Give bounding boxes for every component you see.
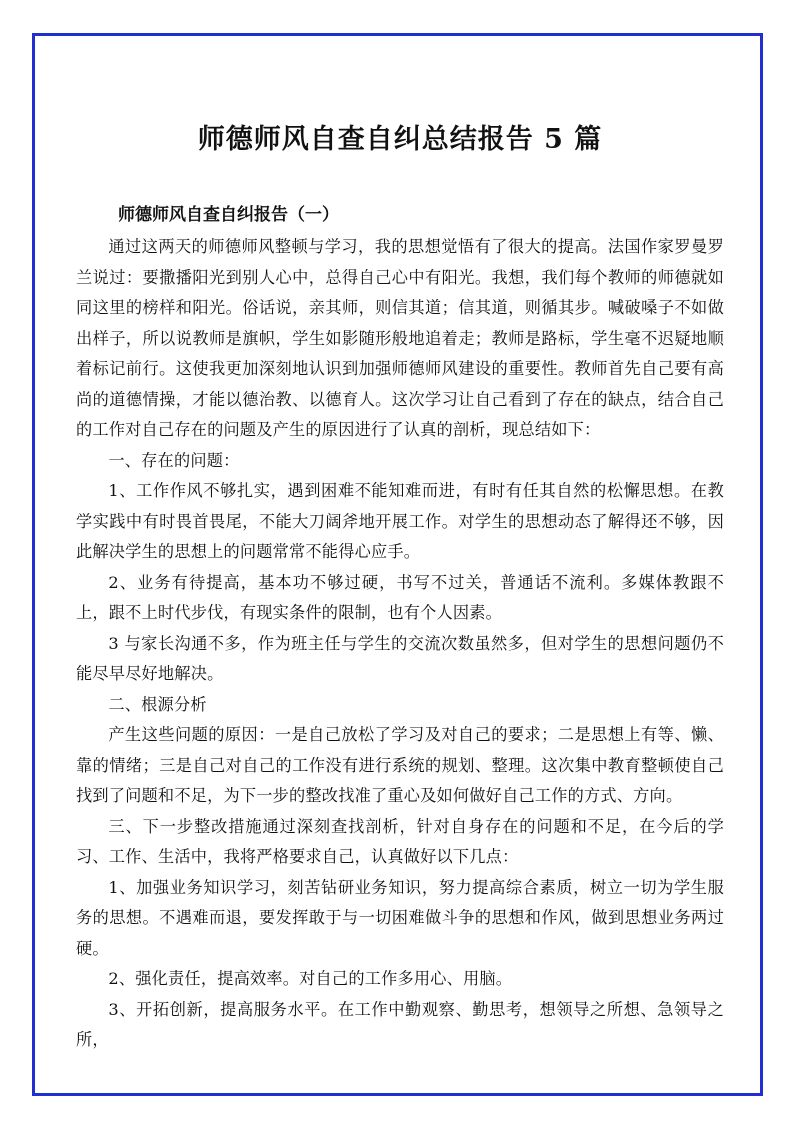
document-title: 师德师风自查自纠总结报告 5 篇 (197, 124, 603, 155)
paragraph-step-1: 1、加强业务知识学习，刻苦钻研业务知识，努力提高综合素质，树立一切为学生服务的思想。不遇难而退，要发挥敢于与一切困难做斗争的思想和作风，做到思想业务两过硬。 (76, 877, 724, 958)
section-subtitle: 师德师风自查自纠报告（一） (118, 205, 339, 225)
paragraph-problem-2: 2、业务有待提高，基本功不够过硬，书写不过关，普通话不流利。多媒体教跟不上，跟不上时代步伐，有现实条件的限制，也有个人因素。 (76, 572, 724, 622)
paragraph-problem-3: 3 与家长沟通不多，作为班主任与学生的交流次数虽然多，但对学生的思想问题仍不能尽早尽好地解决。 (76, 633, 724, 683)
paragraph-intro: 通过这两天的师德师风整顿与学习，我的思想觉悟有了很大的提高。法国作家罗曼罗兰说过：要撒播阳光到别人心中，总得自己心中有阳光。我想，我们每个教师的师德就如同这里的榜样和阳光。俗话说，亲其师，则信其道；信其道，则循其步。喊破嗓子不如做出样子，所以说教师是旗帜，学生如影随形般地追着走；教师是路标，学生毫不迟疑地顺着标记前行。这使我更加深刻地认识到加强师德师风建设的重要性。教师首先自己要有高尚的道德情操，才能以德治教、以德育人。这次学习让自己看到了存在的缺点，结合自己的工作对自己存在的问题及产生的原因进行了认真的剖析，现总结如下： (76, 237, 724, 439)
paragraph-problem-1: 1、工作作风不够扎实，遇到困难不能知难而进，有时有任其自然的松懈思想。在教学实践中有时畏首畏尾，不能大刀阔斧地开展工作。对学生的思想动态了解得还不够，因此解决学生的思想上的问题常常不能得心应手。 (76, 481, 724, 561)
heading-root-cause: 二、根源分析 (108, 694, 207, 714)
heading-problems: 一、存在的问题： (108, 450, 240, 470)
paragraph-step-3: 3、开拓创新，提高服务水平。在工作中勤观察、勤思考，想领导之所想、急领导之所， (76, 999, 724, 1049)
paragraph-step-2: 2、强化责任，提高效率。对自己的工作多用心、用脑。 (108, 969, 513, 988)
paragraph-root-cause: 产生这些问题的原因：一是自己放松了学习及对自己的要求；二是思想上有等、懒、靠的情绪；三是自己对自己的工作没有进行系统的规划、整理。这次集中教育整顿使自己找到了问题和不足，为下一步的整改找准了重心及如何做好自己工作的方式、方向。 (76, 725, 724, 805)
paragraph-next-steps: 三、下一步整改措施通过深刻查找剖析，针对自身存在的问题和不足，在今后的学习、工作、生活中，我将严格要求自己，认真做好以下几点： (76, 816, 724, 866)
document-body (76, 112, 724, 1056)
